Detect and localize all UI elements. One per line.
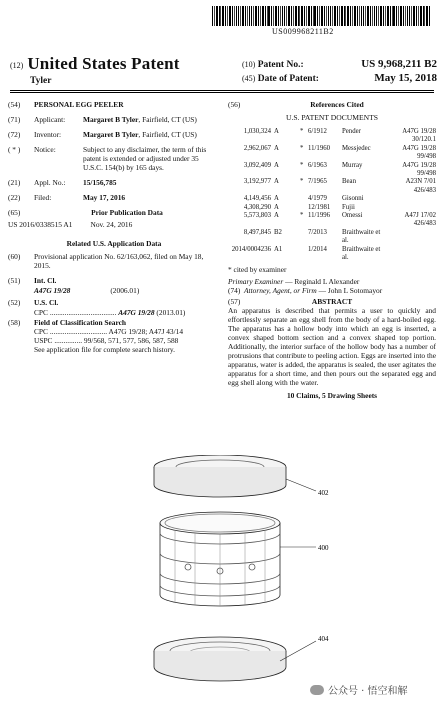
appl-no-field — [8, 178, 220, 187]
us-cl-field — [8, 298, 220, 307]
ref-date: 4/1979 — [308, 195, 327, 203]
reference-row — [228, 178, 436, 186]
field-label: Appl. No.: — [34, 178, 66, 187]
ref-class: A47G 19/28 — [402, 144, 436, 152]
ref-label-400: 400 — [318, 544, 329, 552]
field-num: (22) — [8, 193, 21, 202]
prior-pub-field — [8, 208, 220, 217]
ref-name: Bean — [342, 178, 356, 186]
code-45: (45) — [242, 74, 256, 83]
wechat-icon — [310, 685, 324, 695]
cpc-label: CPC — [34, 308, 48, 317]
ref-number: 1,030,324 — [243, 128, 271, 135]
examiner-label: Primary Examiner — [228, 276, 284, 286]
ref-kind: B2 — [274, 228, 282, 236]
patent-number: US 9,968,211 B2 — [361, 58, 437, 70]
ref-class-secondary: 99/498 — [417, 153, 436, 161]
left-column — [8, 100, 220, 354]
cited-note: * cited by examiner — [228, 264, 287, 274]
ref-date: 6/1912 — [308, 128, 327, 135]
ref-name: Fujii — [342, 203, 355, 211]
ref-kind: A — [274, 195, 279, 203]
ref-star: * — [300, 178, 304, 186]
egg-peeler-drawing — [120, 455, 350, 695]
ref-kind: A — [274, 144, 279, 152]
ref-class-secondary: 30/120.1 — [412, 136, 436, 144]
barcode-number: US009968211B2 — [272, 27, 334, 36]
ref-kind: A1 — [274, 245, 283, 253]
inventor-name: Margaret B Tyler — [83, 130, 139, 139]
ref-date: 12/1981 — [308, 203, 331, 211]
ref-number: 4,308,290 — [243, 203, 271, 211]
ref-number: 4,149,456 — [243, 195, 271, 203]
references-heading-row — [228, 100, 436, 109]
prior-pub-row — [8, 220, 220, 229]
prior-pub-heading: Prior Publication Data — [91, 208, 163, 217]
int-cl-version: (2006.01) — [110, 286, 140, 295]
field-num: (21) — [8, 178, 21, 187]
patent-title: United States Patent — [27, 54, 180, 73]
search-body — [34, 327, 220, 354]
ref-class: A47G 19/28 — [402, 128, 436, 135]
int-cl-class: A47G 19/28 — [34, 286, 71, 295]
ref-number: 3,192,977 — [243, 178, 271, 186]
ref-label-404: 404 — [318, 635, 329, 643]
abstract-heading-row — [228, 297, 436, 306]
divider-rule — [10, 90, 434, 91]
attorney-label: Attorney, Agent, or Firm — [244, 285, 317, 295]
barcode — [212, 6, 430, 26]
divider-rule — [10, 92, 434, 93]
references-list — [228, 128, 436, 263]
ref-star: * — [300, 128, 304, 135]
patent-header-left — [10, 54, 220, 86]
ref-class — [382, 195, 436, 203]
title-field — [8, 100, 220, 109]
notice-text: Subject to any disclaimer, the term of this patent is extended or adjusted under 35 U.S.C. 154(b) by 165 days. — [83, 145, 207, 172]
field-label: Filed: — [34, 193, 52, 202]
field-label: Inventor: — [34, 130, 62, 139]
ref-star: * — [300, 161, 304, 169]
reference-row — [228, 162, 436, 170]
ref-star — [300, 195, 308, 203]
filed-field — [8, 193, 220, 202]
applicant-name: Margaret B Tyler — [83, 115, 139, 124]
right-column — [228, 100, 436, 400]
inventor-field — [8, 130, 220, 139]
field-label: Notice: — [34, 145, 56, 154]
ref-date: 1/2014 — [308, 245, 327, 253]
date-label: Date of Patent: — [257, 74, 319, 84]
applicant-field — [8, 115, 220, 124]
ref-kind: A — [274, 161, 279, 169]
ref-kind: A — [274, 178, 279, 186]
ref-class — [382, 246, 436, 263]
ref-star — [300, 204, 308, 212]
application-number: 15/156,785 — [83, 178, 117, 187]
reference-row — [228, 145, 436, 153]
ref-number: 5,573,803 — [243, 212, 271, 220]
us-cl-version: (2013.01) — [156, 308, 186, 317]
claims-summary: 10 Claims, 5 Drawing Sheets — [286, 390, 378, 400]
watermark — [310, 682, 408, 697]
ref-class: A47G 19/28 — [402, 161, 436, 169]
ref-label-402: 402 — [318, 489, 329, 497]
related-data-heading: Related U.S. Application Data — [66, 239, 162, 248]
notice-field — [8, 145, 220, 172]
leader-dots: .................................... — [49, 308, 117, 317]
patent-header-right — [242, 58, 437, 84]
prior-pub-date: Nov. 24, 2016 — [90, 220, 133, 229]
field-num: (72) — [8, 130, 21, 139]
field-label: Applicant: — [34, 115, 66, 124]
applicant-location: , Fairfield, CT (US) — [138, 115, 197, 124]
ref-number: 2014/0004236 — [231, 245, 271, 253]
top-cap-side — [154, 467, 286, 497]
field-num: ( * ) — [8, 145, 21, 154]
ref-date: 7/1965 — [308, 178, 327, 186]
ref-date: 11/1960 — [308, 144, 331, 152]
ref-date: 7/2013 — [308, 228, 327, 236]
ref-name: Messjedec — [342, 144, 371, 152]
ref-class: A47J 17/02 — [404, 212, 436, 220]
search-field — [8, 318, 220, 327]
invention-title: PERSONAL EGG PEELER — [34, 100, 124, 109]
ref-number: 3,092,409 — [243, 161, 271, 169]
abstract-heading: ABSTRACT — [311, 296, 353, 306]
reference-row — [228, 195, 436, 203]
provisional-field — [8, 252, 220, 270]
int-cl-row — [34, 286, 220, 295]
filed-date: May 17, 2016 — [83, 193, 126, 202]
body-top-ellipse — [160, 512, 280, 534]
reference-row — [228, 212, 436, 220]
watermark-text: 公众号 · 悟空和解 — [328, 686, 408, 697]
field-num: (60) — [8, 252, 21, 261]
reference-row — [228, 128, 436, 136]
field-num: (54) — [8, 100, 21, 109]
us-cl-class: A47G 19/28 — [118, 308, 155, 317]
search-heading: Field of Classification Search — [34, 318, 127, 327]
patent-no-label: Patent No.: — [257, 60, 304, 70]
ref-number: 2,962,067 — [243, 144, 271, 152]
search-uspc: USPC ............... 99/568, 571, 577, 586, 587, 588 — [34, 336, 179, 345]
search-cpc: CPC ............................... A47G 19/28; A47J 43/14 — [34, 327, 184, 336]
ref-class-secondary: 426/483 — [413, 186, 436, 194]
field-num: (71) — [8, 115, 21, 124]
inventor-location: , Fairfield, CT (US) — [138, 130, 197, 139]
provisional-text: Provisional application No. 62/163,062, filed on May 18, 2015. — [34, 252, 204, 270]
ref-star: * — [300, 212, 304, 220]
reference-row — [228, 204, 436, 212]
ref-star — [300, 229, 308, 246]
ref-name: Omessi — [342, 212, 363, 220]
reference-row — [228, 229, 436, 246]
ref-kind: A — [274, 203, 279, 211]
ref-date: 11/1996 — [308, 212, 331, 220]
ref-star: * — [300, 144, 304, 152]
ref-star — [300, 246, 308, 263]
ref-class-secondary: 99/498 — [417, 170, 436, 178]
ref-number: 8,497,845 — [243, 228, 271, 236]
references-heading: References Cited — [310, 100, 364, 109]
int-cl-heading: Int. Cl. — [34, 276, 57, 285]
ref-name: Gisonni — [342, 195, 364, 203]
examiner-name: — Reginald L Alexander — [285, 276, 360, 286]
code-10: (10) — [242, 60, 256, 69]
us-docs-heading: U.S. PATENT DOCUMENTS — [286, 113, 378, 122]
ref-name: Braithwaite et al. — [342, 245, 381, 262]
field-num: (58) — [8, 318, 21, 327]
field-num: (74) — [228, 285, 241, 295]
field-num: (56) — [228, 100, 241, 109]
search-note: See application file for complete search history. — [34, 345, 175, 354]
ref-name: Murray — [342, 161, 363, 169]
ref-class-secondary: 426/483 — [413, 220, 436, 228]
int-cl-field — [8, 276, 220, 285]
ref-class: A23N 7/01 — [405, 178, 436, 186]
ref-class — [382, 229, 436, 246]
field-num: (52) — [8, 298, 21, 307]
field-num: (51) — [8, 276, 21, 285]
bottom-base-side — [154, 651, 286, 681]
code-12: (12) — [10, 60, 24, 70]
ref-kind: A — [274, 128, 279, 135]
ref-kind: A — [274, 212, 279, 220]
ref-class — [382, 204, 436, 212]
abstract-text: An apparatus is described that permits a user to quickly and effortlessly separate an egg shell from the body of a hard-boiled egg. The apparatus has a hollow body into which an egg is inserted, a convex shaped bottom section and a convex shaped top portion. Additionally, the interior surface of the hollow body has a number of protrusions that contribute to peeling action. Eggs are inserted into the apparatus, water is added, the apparatus is sealed, the user agitates the apparatus for a short time, and then pours out the separated egg and egg shell along with the water. — [228, 305, 436, 387]
us-cl-row — [34, 308, 220, 317]
ref-date: 6/1963 — [308, 161, 327, 169]
ref-name: Pender — [342, 128, 361, 135]
field-num: (65) — [8, 208, 21, 217]
inventor-short: Tyler — [30, 76, 52, 86]
ref-name: Braithwaite et al. — [342, 228, 381, 245]
field-num: (57) — [228, 296, 241, 306]
patent-date: May 15, 2018 — [374, 72, 437, 84]
us-cl-heading: U.S. Cl. — [34, 298, 59, 307]
prior-pub-number: US 2016/0338515 A1 — [8, 220, 73, 229]
attorney-name: — John L Sotomayor — [318, 285, 383, 295]
reference-row — [228, 246, 436, 263]
